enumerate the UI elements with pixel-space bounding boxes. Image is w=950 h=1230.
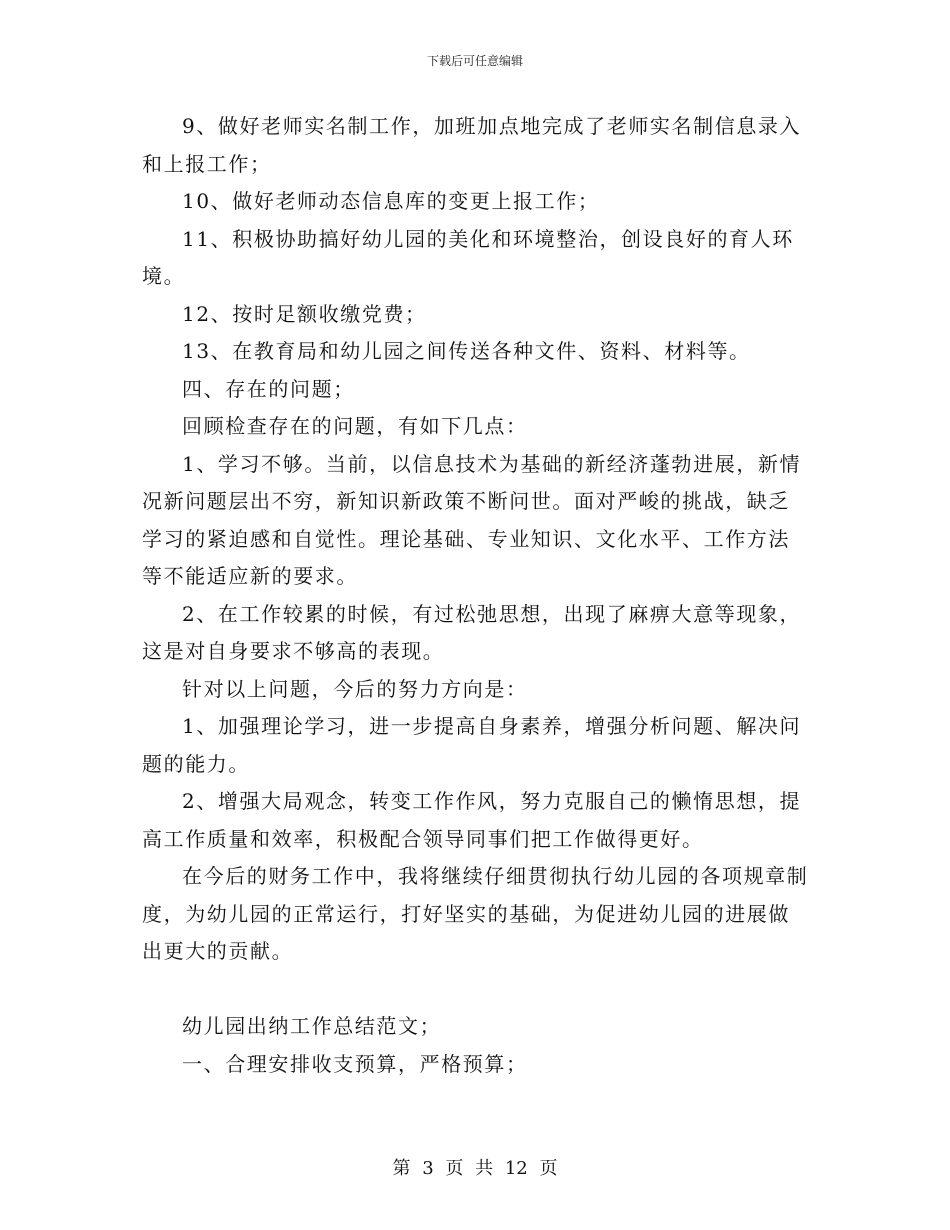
paragraph: 2、增强大局观念，转变工作作风，努力克服自己的懒惰思想，提高工作质量和效率，积极配合领导同事们把工作做得更好。	[142, 789, 802, 851]
page-number-footer: 第 3 页 共 12 页	[392, 1158, 558, 1179]
document-body	[142, 108, 810, 1083]
paragraph: 12、按时足额收缴党费；	[182, 301, 427, 326]
paragraph: 13、在教育局和幼儿园之间传送各种文件、资料、材料等。	[182, 339, 751, 363]
paragraph: 9、做好老师实名制工作，加班加点地完成了老师实名制信息录入和上报工作；	[142, 114, 802, 176]
paragraph: 11、积极协助搞好幼儿园的美化和环境整治，创设良好的育人环境。	[142, 226, 794, 288]
paragraph: 2、在工作较累的时候，有过松弛思想，出现了麻痹大意等现象，这是对自身要求不够高的表现。	[142, 601, 802, 663]
paragraph: 在今后的财务工作中，我将继续仔细贯彻执行幼儿园的各项规章制度，为幼儿园的正常运行，打好坚实的基础，为促进幼儿园的进展做出更大的贡献。	[142, 864, 809, 963]
paragraph: 回顾检查存在的问题，有如下几点：	[182, 414, 528, 438]
paragraph: 1、学习不够。当前，以信息技术为基础的新经济蓬勃进展，新情况新问题层出不穷，新知识新政策不断问世。面对严峻的挑战，缺乏学习的紧迫感和自觉性。理论基础、专业知识、文化水平、工作方法等不能适应新的要求。	[142, 451, 802, 588]
page-header-note: 下载后可任意编辑	[426, 54, 523, 68]
document-subtitle: 幼儿园出纳工作总结范文；	[182, 1014, 442, 1038]
blank-line	[142, 971, 810, 1009]
section-heading: 四、存在的问题；	[182, 376, 355, 401]
section-heading: 一、合理安排收支预算，严格预算；	[182, 1051, 528, 1076]
paragraph: 1、加强理论学习，进一步提高自身素养，增强分析问题、解决问题的能力。	[142, 714, 802, 776]
paragraph: 针对以上问题，今后的努力方向是：	[182, 676, 528, 701]
paragraph: 10、做好老师动态信息库的变更上报工作；	[182, 189, 600, 213]
